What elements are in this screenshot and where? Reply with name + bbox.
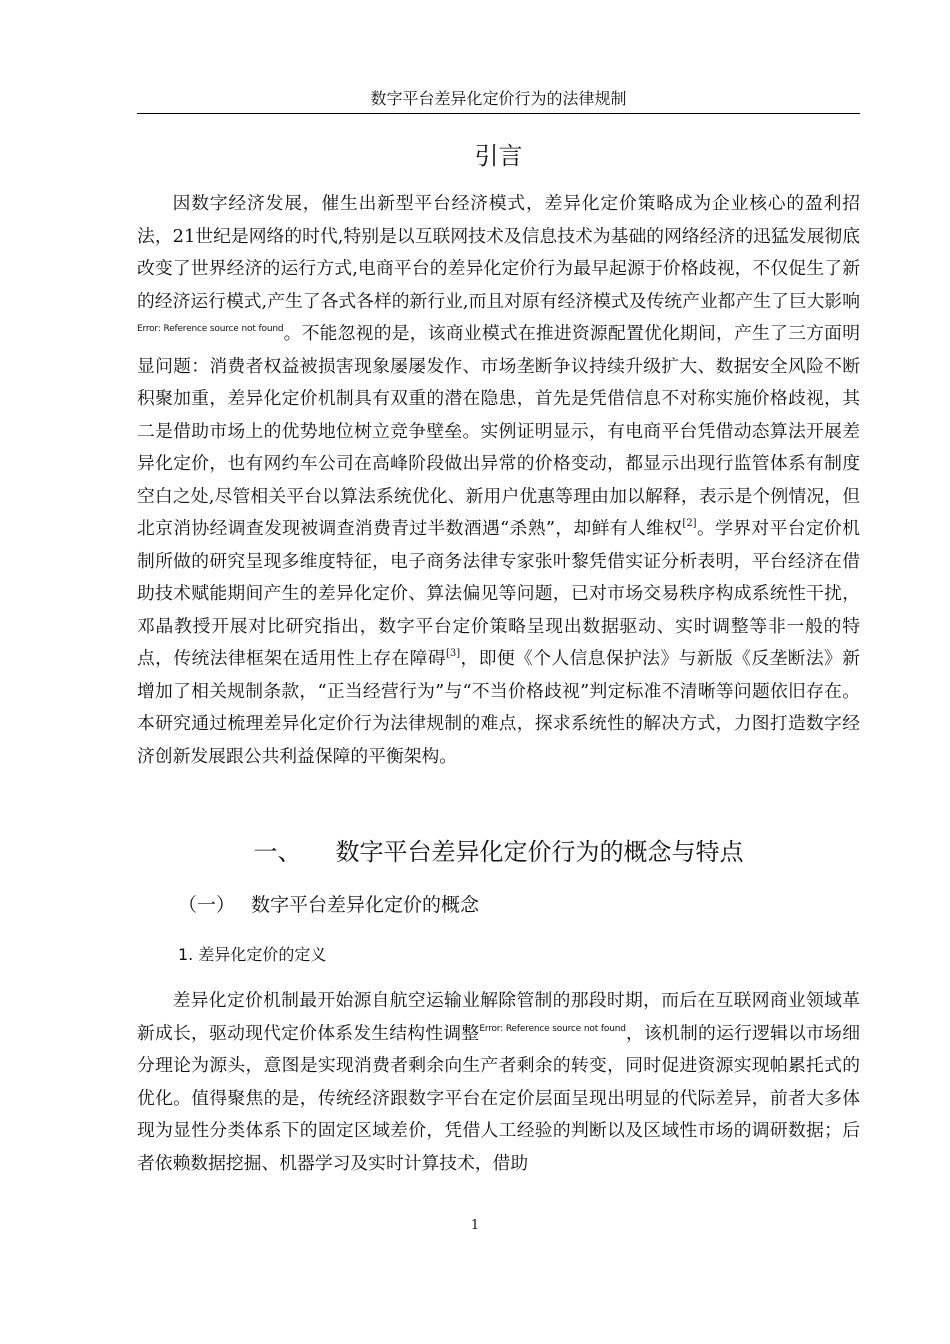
section-1-title: 数字平台差异化定价行为的概念与特点	[335, 838, 744, 866]
subsection-1-heading	[178, 891, 479, 919]
running-header-title: 数字平台差异化定价行为的法律规制	[370, 89, 627, 108]
definition-paragraph	[137, 985, 860, 1180]
subsubsection-1-heading: 1. 差异化定价的定义	[178, 945, 327, 964]
intro-paragraph	[137, 188, 860, 773]
definition-text-1: 差异化定价机制最开始源自航空运输业解除管制的那段时期，而后在互联网商业领域革新成长，驱动现代定价体系发生结构性调整	[137, 990, 860, 1044]
subsection-1-title: 数字平台差异化定价的概念	[251, 894, 480, 916]
intro-heading: 引言	[474, 142, 523, 170]
page-number: 1	[470, 1218, 480, 1233]
citation-3: [3]	[445, 648, 461, 659]
header-rule	[137, 113, 860, 114]
section-1-heading	[137, 836, 860, 868]
section-1-number: 一、	[253, 838, 302, 866]
definition-text-2: ，该机制的运行逻辑以市场细分理论为源头，意图是实现消费者剩余向生产者剩余的转变，同时促进资源实现帕累托式的优化。值得聚焦的是，传统经济跟数字平台在定价层面呈现出明显的代际差异，前者大多体现为显性分类体系下的固定区域差价，凭借人工经验的判断以及区域性市场的调研数据；后者依赖数据挖掘、机器学习及实时计算技术，借助	[137, 1022, 860, 1174]
subsection-1-number: （一）	[178, 894, 236, 916]
intro-text-3: 。学界对平台定价机制所做的研究呈现多维度特征，电子商务法律专家张叶黎凭借实证分析表明，平台经济在借助技术赋能期间产生的差异化定价、算法偏见等问题，已对市场交易秩序构成系统性干扰，邓晶教授开展对比研究指出，数字平台定价策略呈现出数据驱动、实时调整等非一般的特点，传统法律框架在适用性上存在障碍	[137, 518, 860, 669]
intro-text-4: ，即便《个人信息保护法》与新版《反垄断法》新增加了相关规制条款，“正当经营行为”与“不当价格歧视”判定标准不清晰等问题依旧存在。本研究通过梳理差异化定价行为法律规制的难点，探求系统性的解决方式，力图打造数字经济创新发展跟公共利益保障的平衡架构。	[137, 648, 860, 767]
citation-2: [2]	[682, 518, 697, 529]
reference-error-1: Error: Reference source not found	[137, 323, 284, 334]
intro-text-2: 。不能忽视的是，该商业模式在推进资源配置优化期间，产生了三方面明显问题：消费者权益被损害现象屡屡发作、市场垄断争议持续升级扩大、数据安全风险不断积聚加重，差异化定价机制具有双重的潜在隐患，首先是凭借信息不对称实施价格歧视，其二是借助市场上的优势地位树立竞争壁垒。实例证明显示，有电商平台凭借动态算法开展差异化定价，也有网约车公司在高峰阶段做出异常的价格变动，都显示出现行监管体系有制度空白之处,尽管相关平台以算法系统优化、新用户优惠等理由加以解释，表示是个例情况，但北京消协经调查发现被调查消费青过半数酒遇“杀熟”，却鲜有人维权	[137, 323, 860, 539]
reference-error-2: Error: Reference source not found	[479, 1023, 626, 1034]
intro-text-1: 因数字经济发展，催生出新型平台经济模式，差异化定价策略成为企业核心的盈利招法，21世纪是网络的时代,特别是以互联网技术及信息技术为基础的网络经济的迅猛发展彻底改变了世界经济的运行方式,电商平台的差异化定价行为最早起源于价格歧视，不仅促生了新的经济运行模式,产生了各式各样的新行业,而且对原有经济模式及传统产业都产生了巨大影响	[137, 193, 860, 312]
